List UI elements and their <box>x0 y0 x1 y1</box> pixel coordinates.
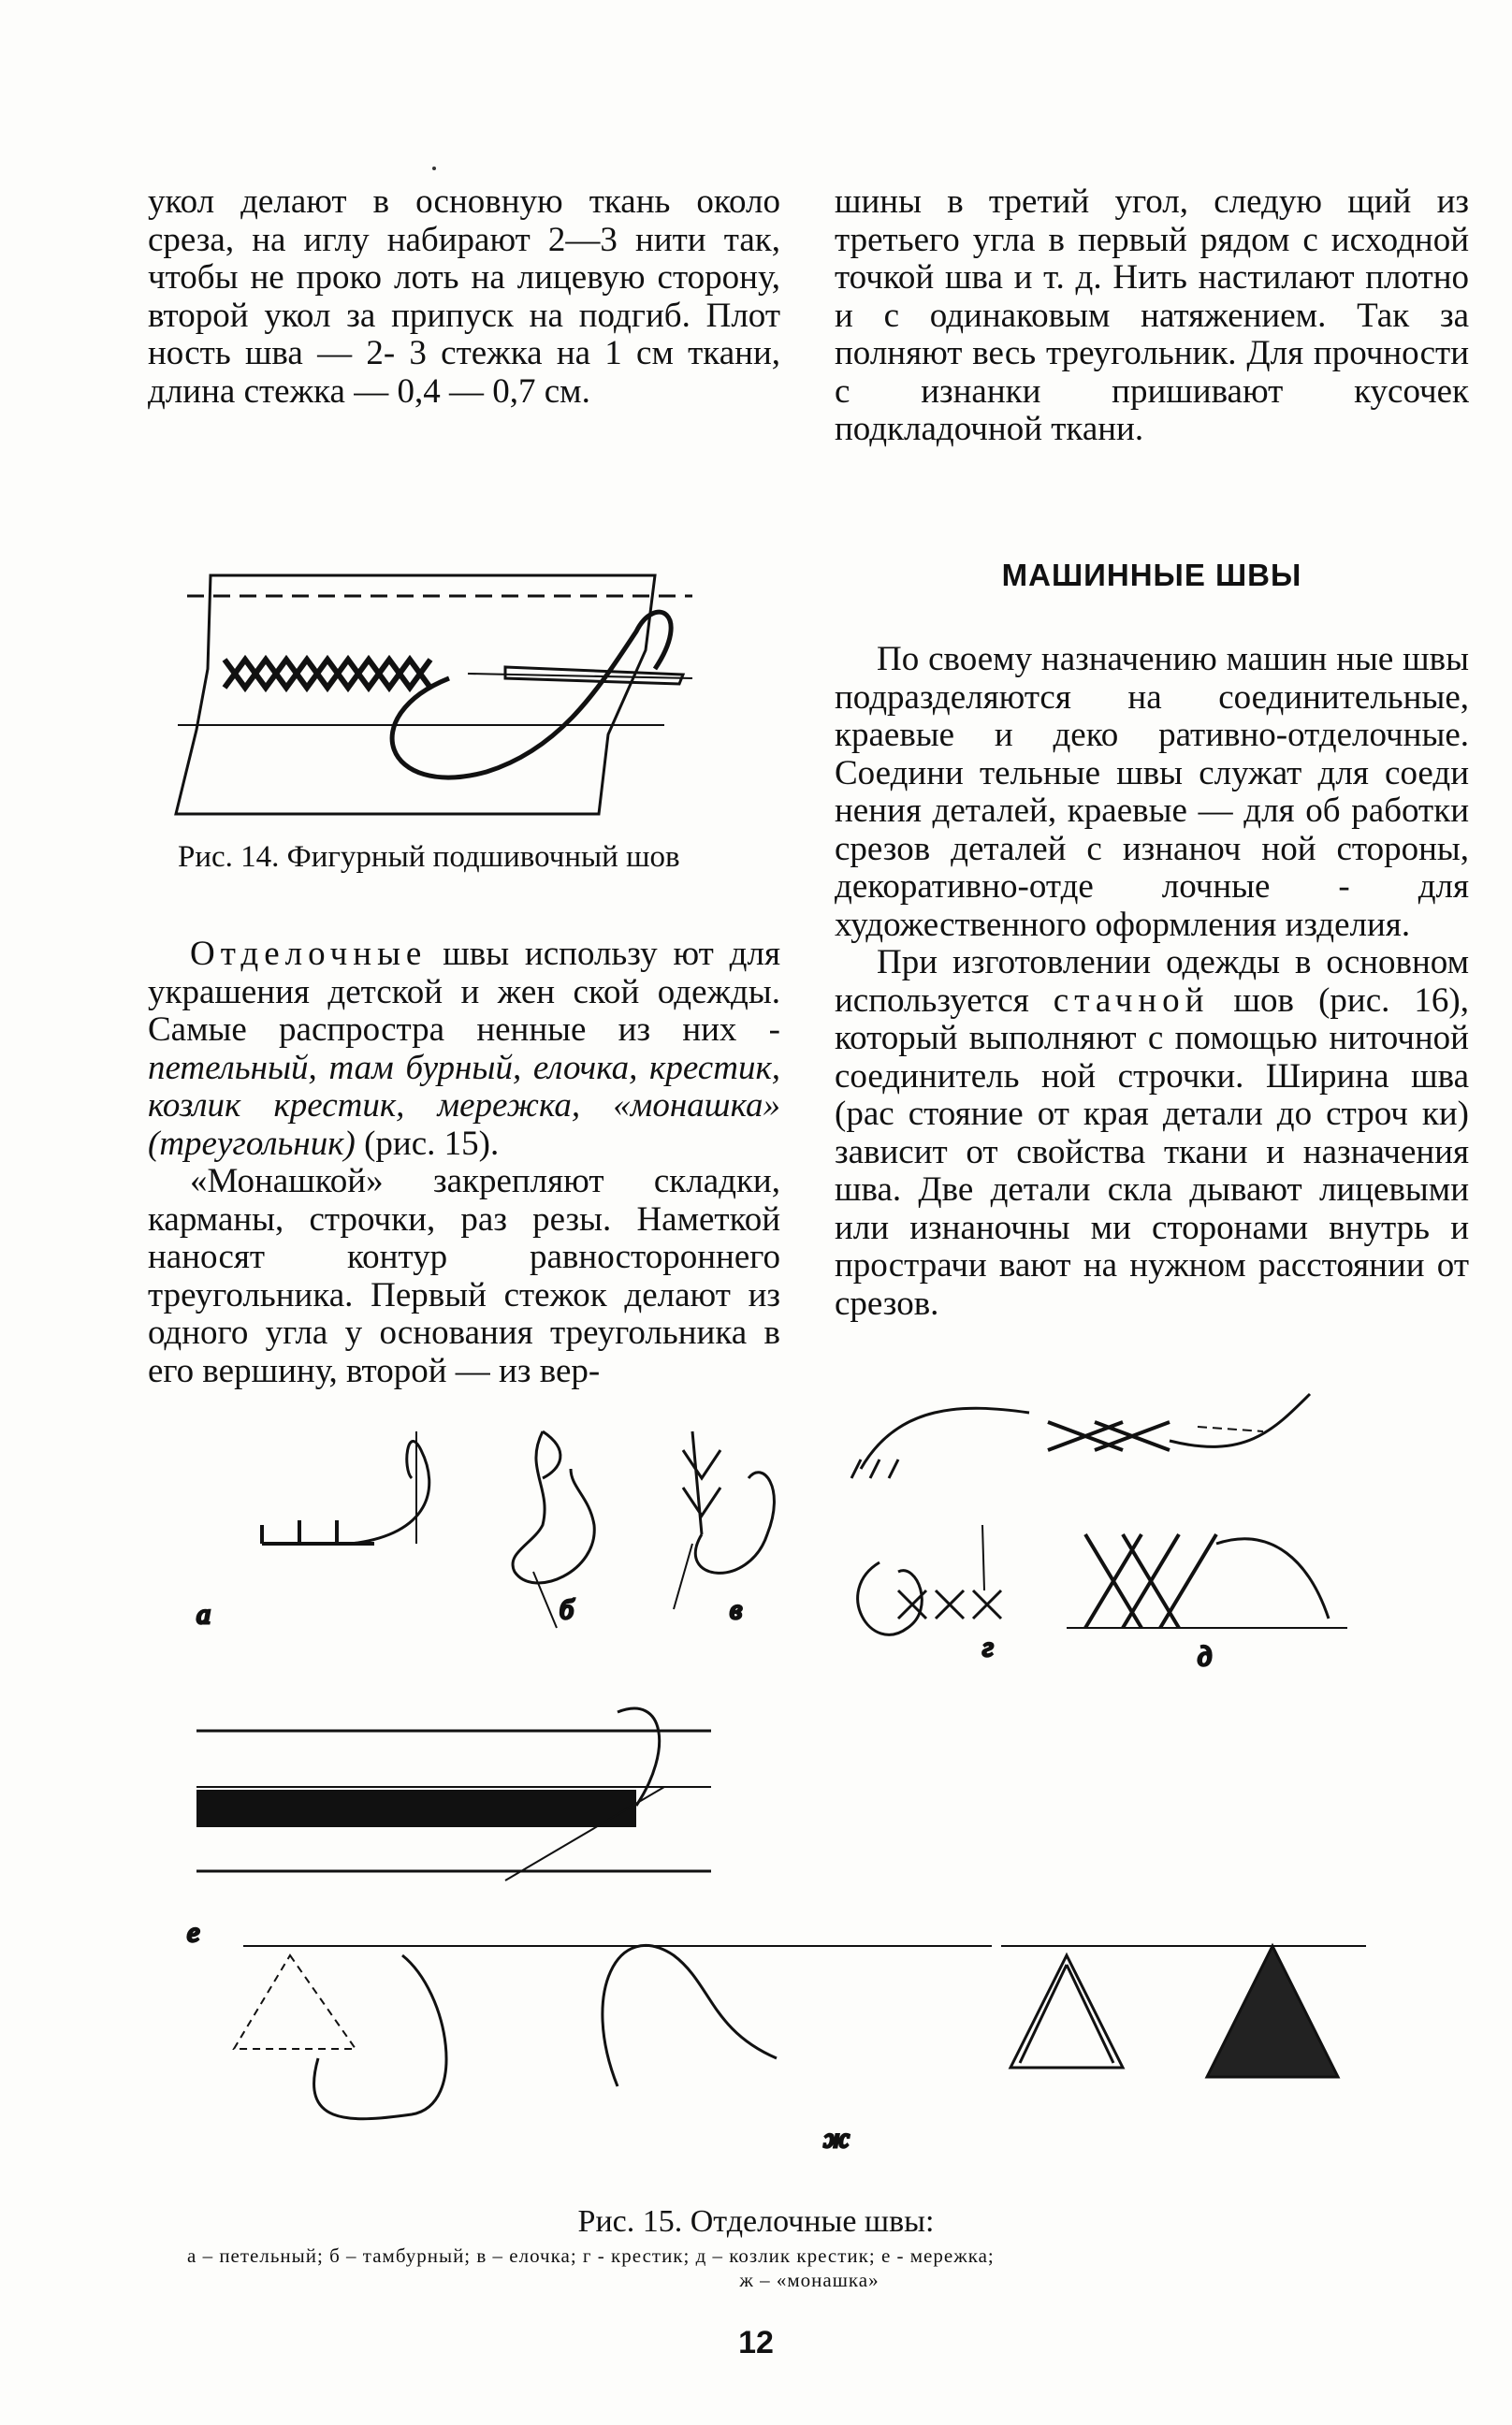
label-d: д <box>1198 1641 1213 1672</box>
label-b: б <box>560 1594 574 1625</box>
figure-15-decorative-stitches-illustration <box>187 1506 1460 2161</box>
paragraph <box>835 944 1469 1323</box>
label-v: в <box>730 1594 743 1625</box>
figure-14-caption: Рис. 14. Фигурный подшивочный шов <box>178 840 680 874</box>
print-speck <box>432 167 436 170</box>
left-column-top-text <box>148 183 780 411</box>
paragraph: шины в третий угол, следую щий из третьего угла в первый рядом с исходной точкой шва и т. д. Нить настилают плотно и с одинаковым натяжением. Так за полняют весь треугольник. Для прочности с изнанки пришивают кусочек подкладочной ткани. <box>835 182 1469 448</box>
figure-15-caption: Рис. 15. Отделочные швы: <box>577 2204 935 2239</box>
stitch-zh-triangle <box>234 1945 1366 2118</box>
label-a: а <box>196 1599 211 1630</box>
stitch-e-hemstitch <box>196 1708 711 1880</box>
page-number: 12 <box>738 2325 774 2360</box>
stitch-g-cross <box>851 1408 1029 1634</box>
right-column-top-text <box>835 183 1469 449</box>
paragraph <box>148 936 780 1163</box>
label-zh: ж <box>823 2123 850 2154</box>
label-e: е <box>187 1917 200 1948</box>
stitch-d-herringbone-cross <box>1048 1394 1347 1628</box>
paragraph: По своему назначению машин ные швы подразделяются на соединительные, краевые и деко ративно-отделочные. Соедини тельные швы служат для соеди нения деталей, краевые — для об работки срезов деталей с изнаноч ной стороны, декоративно-отде лочные - для художественного оформления изделия. <box>835 640 1469 944</box>
text-run: При изготовлении одежды в основном используется <box>835 943 1469 1020</box>
label-g: г <box>982 1632 994 1663</box>
section-heading: МАШИННЫЕ ШВЫ <box>1001 558 1302 592</box>
italic-stitch-list: петельный, там бурный, елочка, крестик, козлик крестик, мережка, «монашка» (треугольник) <box>148 1048 780 1163</box>
text-run: (рис. 15). <box>355 1124 500 1163</box>
left-column-bottom-text <box>148 936 780 1390</box>
stitch-v-herringbone <box>674 1431 774 1609</box>
figure-15-legend <box>187 2243 1432 2292</box>
spaced-term: стачной <box>1053 980 1210 1020</box>
legend-line: ж – «монашка» <box>739 2269 880 2291</box>
right-column-bottom-text <box>835 641 1469 1323</box>
stitch-b-chain <box>513 1431 594 1628</box>
figure-14-hem-stitch-illustration <box>168 557 749 828</box>
text-run: швы использу ют для украшения детской и жен ской одежды. Самые распростра ненные из них - <box>148 935 780 1049</box>
paragraph: «Монашкой» закрепляют складки, карманы, строчки, раз резы. Наметкой наносят контур равностороннего треугольника. Первый стежок делают из одного угла у основания треугольника в его вершину, второй — из вер- <box>148 1162 780 1390</box>
stitch-a-buttonhole <box>262 1431 429 1544</box>
spaced-term: Отделочные <box>190 935 428 973</box>
legend-line: а – петельный; б – тамбурный; в – елочка; г - крестик; д – козлик крестик; е - мережка; <box>187 2244 995 2267</box>
paragraph: укол делают в основную ткань около среза, на иглу набирают 2—3 нити так, чтобы не проко лоть на лицевую сторону, второй укол за припуск на подгиб. Плот ность шва — 2- 3 стежка на 1 см ткани, длина стежка — 0,4 — 0,7 см. <box>148 182 780 411</box>
text-run: шов (рис. 16), который выполняют с помощью ниточной соединитель ной строчки. Ширина шва (рас стояние от края детали до строч ки) зависит от свойства ткани и назначения шва. Две детали скла дывают лицевыми или изнаночны ми сторонами внутрь и прострачи вают на нужном расстоянии от срезов. <box>835 980 1469 1323</box>
